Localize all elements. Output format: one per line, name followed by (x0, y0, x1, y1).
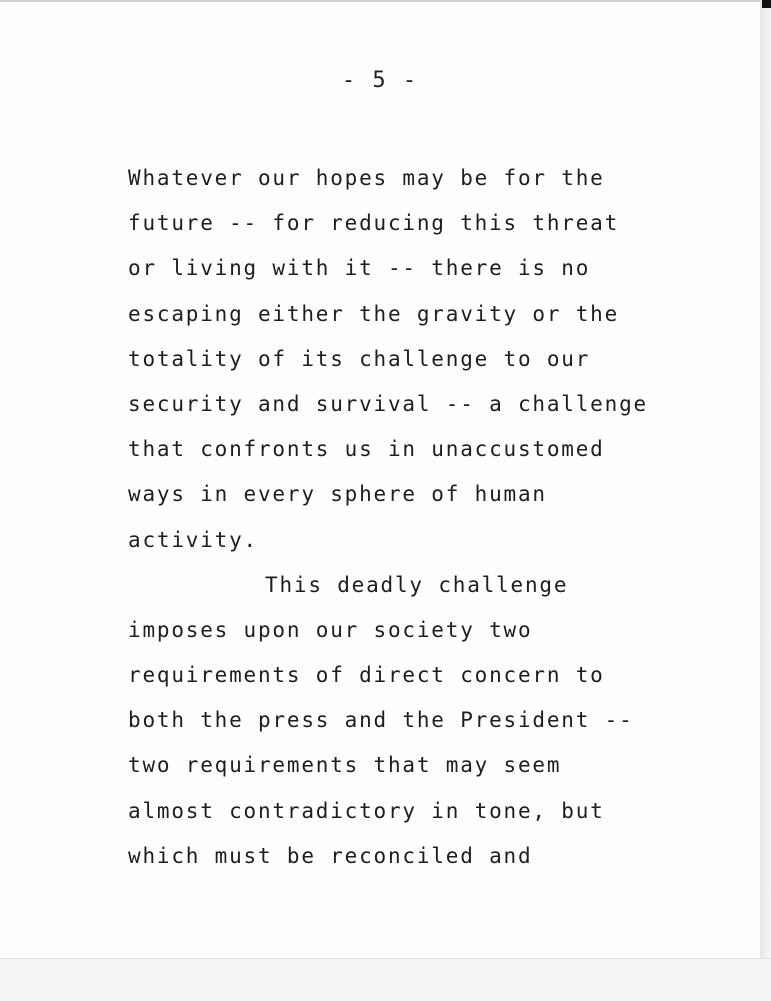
text-line: two requirements that may seem (128, 753, 562, 778)
text-line: ways in every sphere of human (128, 482, 547, 507)
text-line-indented: This deadly challenge (265, 572, 569, 597)
text-line: or living with it -- there is no (128, 256, 591, 281)
text-line: which must be reconciled and (128, 843, 533, 868)
paragraph-2 (128, 565, 728, 881)
text-line: activity. (128, 527, 258, 552)
body-text (128, 158, 728, 881)
text-line: almost contradictory in tone, but (128, 798, 605, 823)
scan-right-edge (760, 0, 771, 1000)
scan-bottom-margin (0, 958, 771, 1001)
page-number: - 5 - (341, 68, 419, 93)
text-line: Whatever our hopes may be for the (128, 166, 605, 190)
text-line: escaping either the gravity or the (128, 301, 620, 326)
text-line: both the press and the President -- (128, 708, 634, 733)
paragraph-1 (128, 158, 728, 565)
text-line: security and survival -- a challenge (128, 391, 648, 416)
text-line: totality of its challenge to our (128, 346, 591, 371)
text-line: imposes upon our society two (128, 617, 533, 642)
text-line: requirements of direct concern to (128, 663, 605, 688)
text-line: that confronts us in unaccustomed (128, 437, 605, 462)
text-line: future -- for reducing this threat (128, 211, 620, 236)
